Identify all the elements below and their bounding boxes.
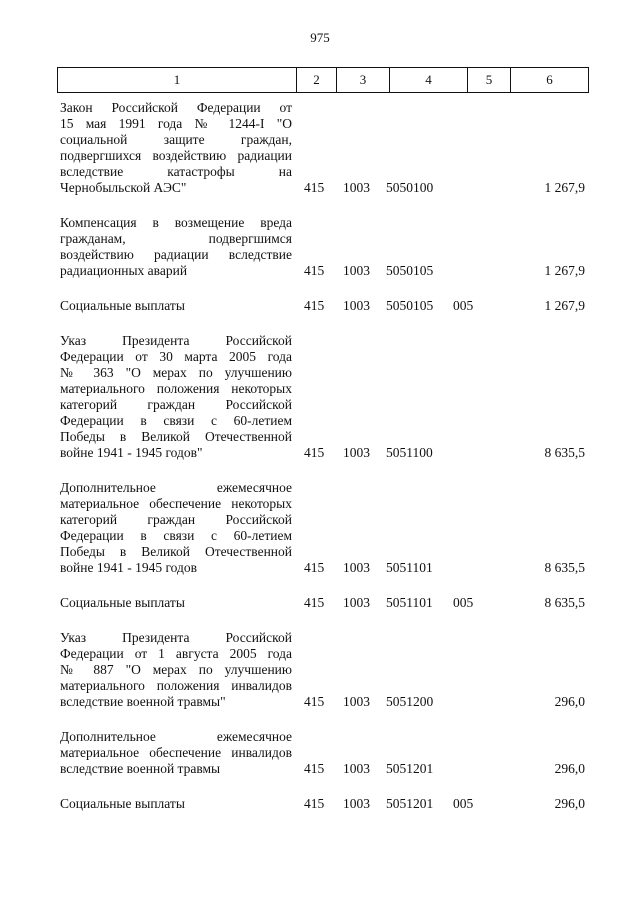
cell-col-3: 1003: [343, 796, 370, 811]
description-line: Федерации от 1 августа 2005 года: [60, 646, 292, 661]
cell-col-3: 1003: [343, 560, 370, 575]
cell-col-2: 415: [304, 298, 325, 313]
cell-col-2: 415: [304, 761, 325, 776]
cell-col-4: 5050100: [386, 180, 434, 195]
description-line: Указ Президента Российской: [60, 630, 292, 645]
description-line: воздействию радиации вследствие: [60, 247, 292, 262]
description-line: № 887 "О мерах по улучшению: [60, 662, 292, 677]
cell-col-4: 5050105: [386, 298, 434, 313]
description-line: Компенсация в возмещение вреда: [60, 215, 292, 230]
header-col-1: 1: [58, 68, 297, 92]
description-line: подвергшихся воздействию радиации: [60, 148, 292, 163]
description-line: Чернобыльской АЭС": [60, 180, 187, 195]
description-line: Закон Российской Федерации от: [60, 100, 292, 115]
cell-col-3: 1003: [343, 445, 370, 460]
description-line: Дополнительное ежемесячное: [60, 480, 292, 495]
row-gap: [0, 279, 640, 298]
description-line: Социальные выплаты: [60, 298, 185, 313]
cell-col-3: 1003: [343, 180, 370, 195]
row-gap: [0, 314, 640, 333]
cell-col-4: 5051100: [386, 445, 433, 460]
description-line: Социальные выплаты: [60, 595, 185, 610]
cell-col-3: 1003: [343, 263, 370, 278]
cell-col-2: 415: [304, 445, 325, 460]
row-gap: [0, 196, 640, 215]
cell-col-2: 415: [304, 595, 325, 610]
cell-col-6: 8 635,5: [544, 560, 585, 575]
cell-col-2: 415: [304, 694, 325, 709]
header-col-2: 2: [297, 68, 337, 92]
description-line: материального положения инвалидов: [60, 678, 292, 693]
table-row: [0, 729, 640, 777]
table-row: [0, 595, 640, 611]
cell-col-2: 415: [304, 263, 325, 278]
cell-col-6: 1 267,9: [544, 263, 585, 278]
header-col-4: 4: [390, 68, 468, 92]
cell-col-2: 415: [304, 796, 325, 811]
cell-col-4: 5051101: [386, 560, 433, 575]
cell-col-3: 1003: [343, 761, 370, 776]
row-gap: [0, 576, 640, 595]
description-line: категорий граждан Российской: [60, 397, 292, 412]
description-line: Федерации от 30 марта 2005 года: [60, 349, 292, 364]
description-line: Федерации в связи с 60-летием: [60, 413, 292, 428]
description-line: Социальные выплаты: [60, 796, 185, 811]
header-col-3: 3: [337, 68, 390, 92]
description-line: вследствие катастрофы на: [60, 164, 292, 179]
description-line: материальное обеспечение некоторых: [60, 496, 292, 511]
page-number: 975: [310, 30, 330, 45]
description-line: материальное обеспечение инвалидов: [60, 745, 292, 760]
cell-col-3: 1003: [343, 595, 370, 610]
cell-col-6: 8 635,5: [544, 595, 585, 610]
cell-col-6: 1 267,9: [544, 180, 585, 195]
cell-col-4: 5051200: [386, 694, 434, 709]
row-gap: [0, 777, 640, 796]
description-line: Победы в Великой Отечественной: [60, 544, 292, 559]
description-line: 15 мая 1991 года № 1244-I "О: [60, 116, 292, 131]
description-line: вследствие военной травмы": [60, 694, 226, 709]
row-gap: [0, 611, 640, 630]
description-line: № 363 "О мерах по улучшению: [60, 365, 292, 380]
table-row: [0, 298, 640, 314]
row-gap: [0, 461, 640, 480]
table-row: [0, 333, 640, 461]
description-line: материального положения некоторых: [60, 381, 292, 396]
cell-col-6: 8 635,5: [544, 445, 585, 460]
table-row: [0, 215, 640, 279]
cell-col-4: 5051201: [386, 796, 434, 811]
table-row: [0, 630, 640, 710]
row-gap: [0, 710, 640, 729]
cell-col-5: 005: [453, 595, 474, 610]
description-line: радиационных аварий: [60, 263, 188, 278]
description-line: Победы в Великой Отечественной: [60, 429, 292, 444]
cell-col-4: 5051101: [386, 595, 433, 610]
table-row: [0, 100, 640, 196]
description-line: социальной защите граждан,: [60, 132, 292, 147]
description-line: Указ Президента Российской: [60, 333, 292, 348]
cell-col-6: 1 267,9: [544, 298, 585, 313]
table-header: [57, 67, 589, 93]
cell-col-5: 005: [453, 298, 474, 313]
description-line: гражданам, подвергшимся: [60, 231, 292, 246]
description-line: Дополнительное ежемесячное: [60, 729, 292, 744]
header-col-6: 6: [546, 72, 553, 87]
cell-col-6: 296,0: [554, 796, 585, 811]
cell-col-2: 415: [304, 560, 325, 575]
cell-col-2: 415: [304, 180, 325, 195]
cell-col-6: 296,0: [554, 694, 585, 709]
cell-col-3: 1003: [343, 298, 370, 313]
cell-col-5: 005: [453, 796, 474, 811]
cell-col-4: 5050105: [386, 263, 434, 278]
table-body: [0, 100, 640, 812]
table-row: [0, 796, 640, 812]
description-line: вследствие военной травмы: [60, 761, 221, 776]
cell-col-4: 5051201: [386, 761, 434, 776]
description-line: Федерации в связи с 60-летием: [60, 528, 292, 543]
cell-col-6: 296,0: [554, 761, 585, 776]
cell-col-3: 1003: [343, 694, 370, 709]
row-description: [0, 333, 640, 461]
description-line: войне 1941 - 1945 годов": [60, 445, 203, 460]
header-col-5: 5: [468, 68, 511, 92]
table-row: [0, 480, 640, 576]
description-line: категорий граждан Российской: [60, 512, 292, 527]
description-line: войне 1941 - 1945 годов: [60, 560, 198, 575]
